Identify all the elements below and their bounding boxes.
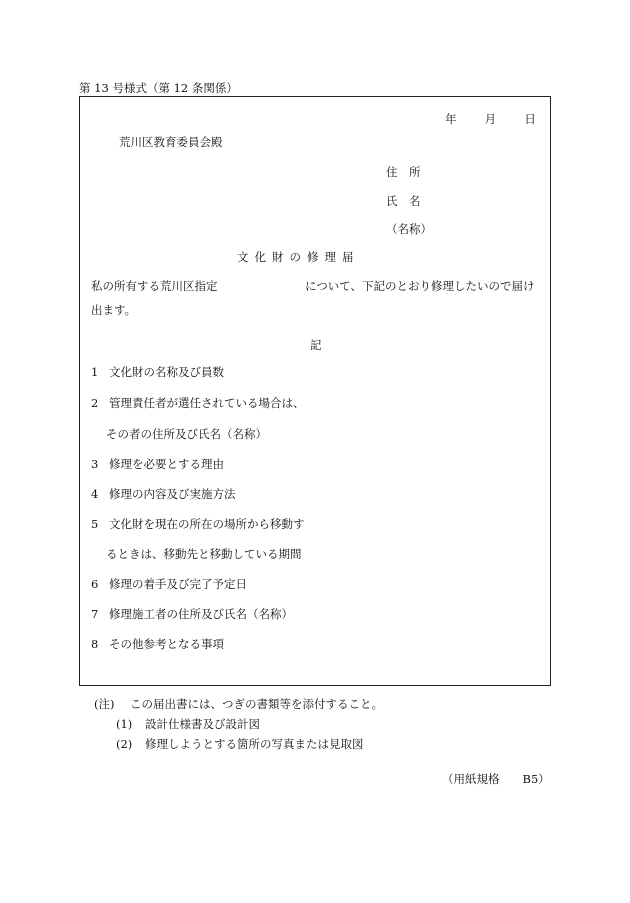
addressee: 荒川区教育委員会殿 xyxy=(119,135,223,149)
note-sub-item xyxy=(116,736,364,752)
item-number: 8 xyxy=(91,637,99,651)
date-day: 日 xyxy=(524,112,536,126)
item-text: 修理の内容及び実施方法 xyxy=(109,487,236,501)
list-item xyxy=(91,456,224,472)
name-label: 氏 名 xyxy=(386,194,421,208)
item-text: 文化財を現在の所在の場所から移動す xyxy=(109,517,305,531)
item-text: 修理施工者の住所及び氏名（名称） xyxy=(109,607,293,621)
sub-text: 修理しようとする箇所の写真または見取図 xyxy=(145,737,364,751)
note xyxy=(94,696,383,712)
list-item-continuation xyxy=(106,546,302,562)
body-line1-part1: 私の所有する荒川区指定 xyxy=(91,279,218,293)
ki-heading: 記 xyxy=(310,338,322,352)
document-title: 文化財の修理届 xyxy=(237,250,360,264)
form-code: 第 13 号様式（第 12 条関係） xyxy=(79,81,238,95)
item-text: その者の住所及び氏名（名称） xyxy=(106,427,267,441)
item-text: 管理責任者が選任されている場合は、 xyxy=(109,396,305,410)
date-line xyxy=(445,111,536,127)
item-number: 2 xyxy=(91,396,99,410)
list-item xyxy=(91,516,305,532)
sub-number: (1) xyxy=(116,717,133,731)
list-item xyxy=(91,636,224,652)
sub-text: 設計仕様書及び設計図 xyxy=(145,717,260,731)
item-number: 4 xyxy=(91,487,99,501)
date-year: 年 xyxy=(445,112,457,126)
list-item-continuation xyxy=(106,426,267,442)
form-frame xyxy=(79,96,551,686)
item-text: 文化財の名称及び員数 xyxy=(109,365,224,379)
note-text: この届出書には、つぎの書類等を添付すること。 xyxy=(130,697,383,711)
note-sub-item xyxy=(116,716,260,732)
sub-number: (2) xyxy=(116,737,133,751)
item-number: 3 xyxy=(91,457,99,471)
list-item xyxy=(91,364,224,380)
title-label: （名称） xyxy=(386,222,432,236)
body-line2: 出ます。 xyxy=(91,303,137,317)
item-text: るときは、移動先と移動している期間 xyxy=(106,547,302,561)
list-item xyxy=(91,576,247,592)
item-text: その他参考となる事項 xyxy=(109,637,224,651)
list-item xyxy=(91,395,305,411)
item-number: 7 xyxy=(91,607,99,621)
date-month: 月 xyxy=(484,112,497,126)
item-number: 6 xyxy=(91,577,99,591)
note-label: (注) xyxy=(94,697,115,711)
paper-size: （用紙規格 B5） xyxy=(442,772,550,786)
item-text: 修理の着手及び完了予定日 xyxy=(109,577,247,591)
item-number: 5 xyxy=(91,517,99,531)
list-item xyxy=(91,606,293,622)
item-number: 1 xyxy=(91,365,99,379)
body-line1-part2: について、下記のとおり修理したいので届け xyxy=(305,279,535,293)
address-label: 住 所 xyxy=(386,165,421,179)
item-text: 修理を必要とする理由 xyxy=(109,457,224,471)
list-item xyxy=(91,486,236,502)
